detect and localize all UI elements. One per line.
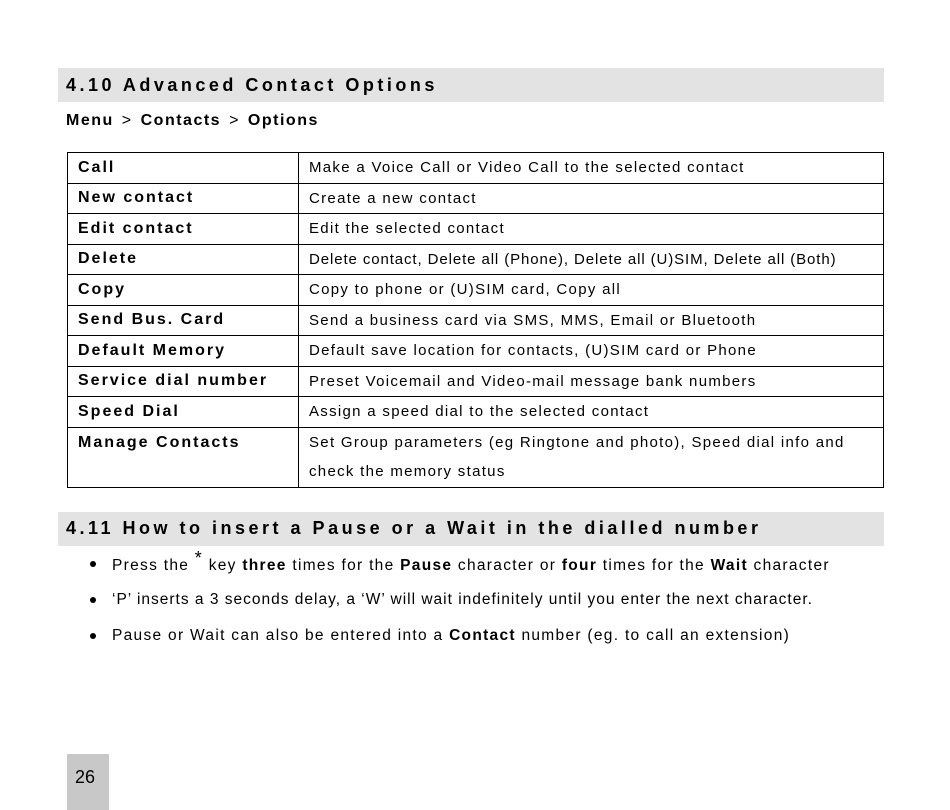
text: key <box>203 557 243 574</box>
text: times for the <box>597 557 711 574</box>
option-name: Service dial number <box>68 366 299 397</box>
table-row <box>68 397 884 428</box>
option-description: Edit the selected contact <box>299 214 884 245</box>
table-row <box>68 275 884 306</box>
option-name: Speed Dial <box>68 397 299 428</box>
option-description-line: Set Group parameters (eg Ringtone and photo), Speed dial info and <box>309 433 845 451</box>
bullet-list <box>88 548 888 656</box>
breadcrumb-options: Options <box>247 112 319 129</box>
option-name: Default Memory <box>68 336 299 367</box>
table-row <box>68 214 884 245</box>
page-number: 26 <box>75 767 96 787</box>
text: number (eg. to call an extension) <box>515 627 791 644</box>
option-name: Send Bus. Card <box>68 305 299 336</box>
list-item <box>88 584 888 620</box>
text: Press the <box>112 557 195 574</box>
table-row <box>68 427 884 487</box>
star-key-glyph: * <box>194 548 204 568</box>
text: character or <box>452 557 562 574</box>
breadcrumb-separator: > <box>229 112 240 129</box>
section-title: 4.11 How to insert a Pause or a Wait in the dialled number <box>66 518 762 538</box>
option-description: Delete contact, Delete all (Phone), Delete all (U)SIM, Delete all (Both) <box>299 244 884 275</box>
option-name: Copy <box>68 275 299 306</box>
breadcrumb-contacts: Contacts <box>140 112 222 129</box>
breadcrumb <box>66 112 319 130</box>
emphasis: four <box>561 557 598 574</box>
table-row <box>68 336 884 367</box>
text: times for the <box>286 557 401 574</box>
option-name: Manage Contacts <box>68 427 299 487</box>
options-table <box>67 152 884 488</box>
option-description: Create a new contact <box>299 183 884 214</box>
table-row <box>68 366 884 397</box>
option-description <box>299 427 884 487</box>
option-description: Send a business card via SMS, MMS, Email or Bluetooth <box>299 305 884 336</box>
option-description: Copy to phone or (U)SIM card, Copy all <box>299 275 884 306</box>
option-description: Preset Voicemail and Video-mail message bank numbers <box>299 366 884 397</box>
breadcrumb-separator: > <box>121 112 133 129</box>
emphasis: Contact <box>449 627 516 644</box>
breadcrumb-menu: Menu <box>66 112 114 129</box>
emphasis: Wait <box>710 557 748 574</box>
table-row <box>68 305 884 336</box>
option-description: Assign a speed dial to the selected contact <box>299 397 884 428</box>
option-description: Default save location for contacts, (U)SIM card or Phone <box>299 336 884 367</box>
section-title: 4.10 Advanced Contact Options <box>66 75 438 95</box>
list-item <box>88 548 888 584</box>
option-name: New contact <box>68 183 299 214</box>
option-name: Call <box>68 153 299 184</box>
table-row <box>68 153 884 184</box>
option-name: Edit contact <box>68 214 299 245</box>
section-header-4-11 <box>58 512 884 546</box>
option-description: Make a Voice Call or Video Call to the selected contact <box>299 153 884 184</box>
emphasis: three <box>242 557 287 574</box>
text: character <box>747 557 830 574</box>
text: Pause or Wait can also be entered into a <box>112 627 450 644</box>
emphasis: Pause <box>400 557 453 574</box>
list-item <box>88 620 888 656</box>
table-row <box>68 183 884 214</box>
text: ‘P’ inserts a 3 seconds delay, a ‘W’ will wait indefinitely until you enter the next character. <box>112 591 813 608</box>
page-number-box <box>67 754 109 810</box>
option-description-line: check the memory status <box>309 463 506 480</box>
table-row <box>68 244 884 275</box>
option-name: Delete <box>68 244 299 275</box>
section-header-4-10 <box>58 68 884 102</box>
